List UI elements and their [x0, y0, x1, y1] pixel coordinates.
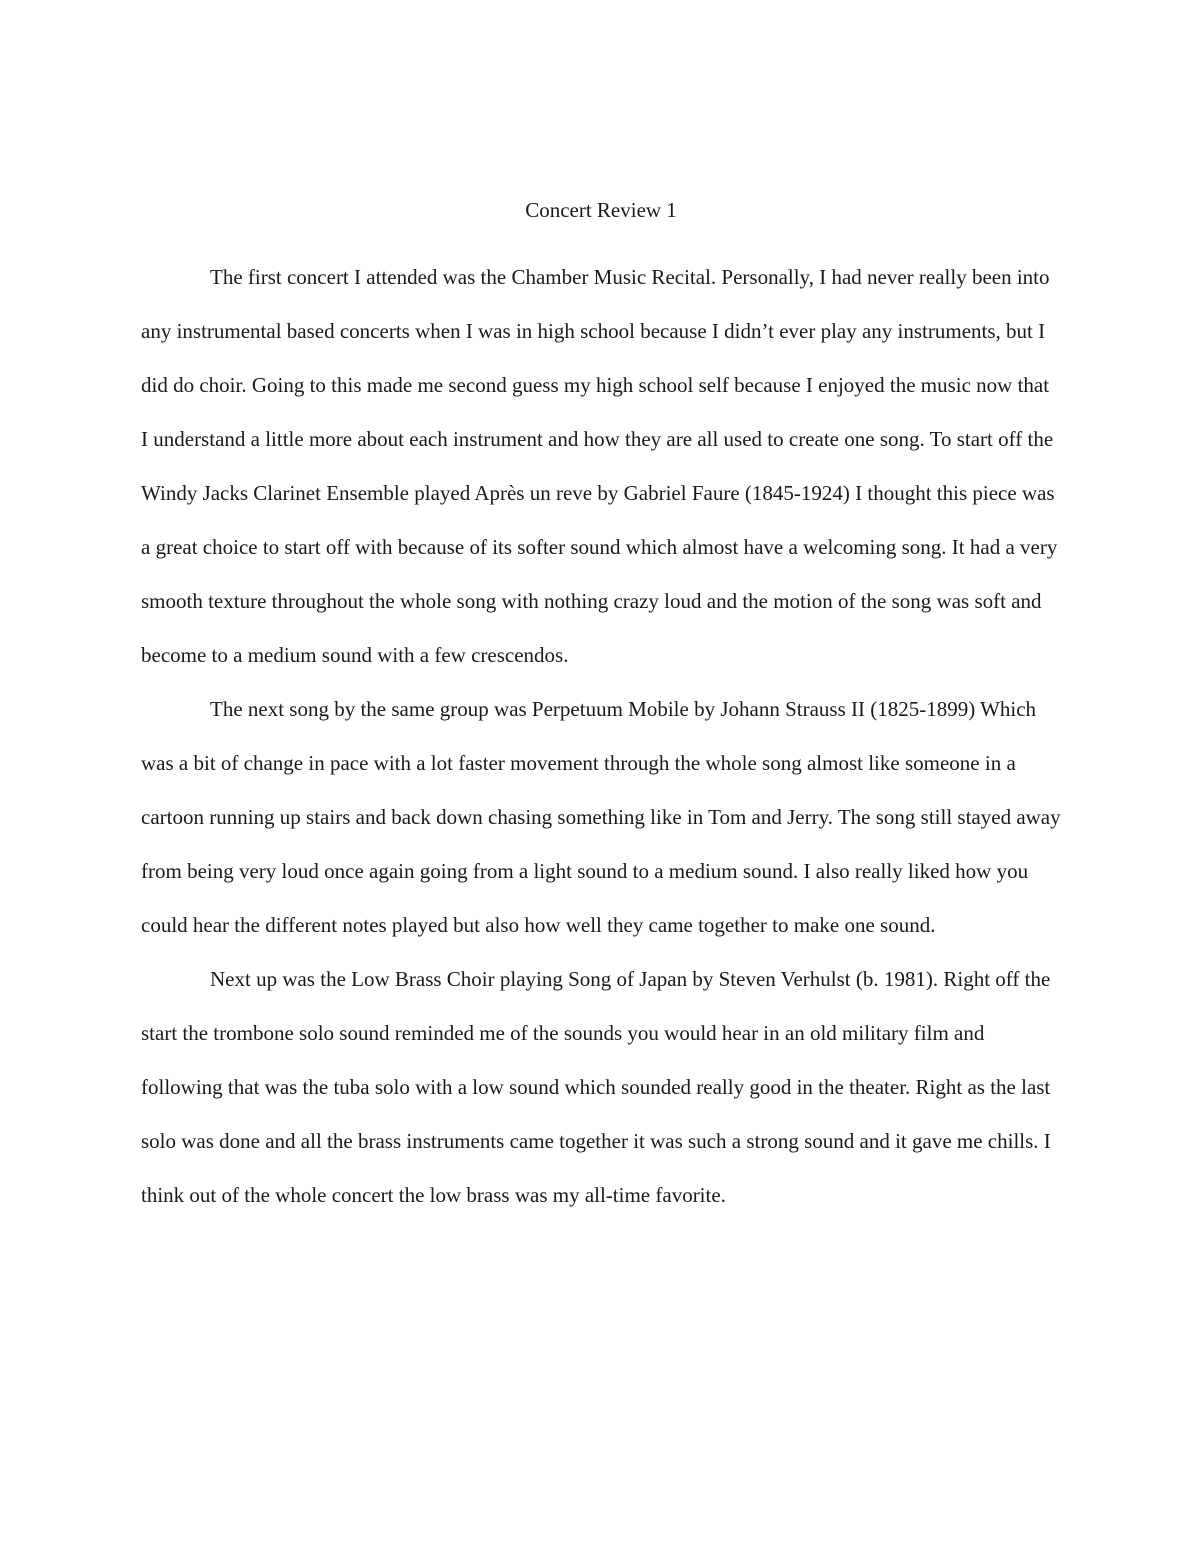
document-body	[141, 197, 1061, 1222]
paragraph-2: The next song by the same group was Perpetuum Mobile by Johann Strauss II (1825-1899) Which was a bit of change in pace with a lot faster movement through the whole song almost like someone in a cartoon running up stairs and back down chasing something like in Tom and Jerry. The song still stayed away from being very loud once again going from a light sound to a medium sound. I also really liked how you could hear the different notes played but also how well they came together to make one sound.	[141, 697, 1061, 937]
paragraph-1: The first concert I attended was the Chamber Music Recital. Personally, I had never really been into any instrumental based concerts when I was in high school because I didn’t ever play any instruments, but I did do choir. Going to this made me second guess my high school self because I enjoyed the music now that I understand a little more about each instrument and how they are all used to create one song. To start off the Windy Jacks Clarinet Ensemble played Après un reve by Gabriel Faure (1845-1924) I thought this piece was a great choice to start off with because of its softer sound which almost have a welcoming song. It had a very smooth texture throughout the whole song with nothing crazy loud and the motion of the song was soft and become to a medium sound with a few crescendos.	[141, 265, 1058, 667]
paragraph-3: Next up was the Low Brass Choir playing Song of Japan by Steven Verhulst (b. 1981). Right off the start the trombone solo sound reminded me of the sounds you would hear in an old military film and following that was the tuba solo with a low sound which sounded really good in the theater. Right as the last solo was done and all the brass instruments came together it was such a strong sound and it gave me chills. I think out of the whole concert the low brass was my all-time favorite.	[141, 967, 1051, 1207]
document-title: Concert Review 1	[525, 198, 677, 222]
